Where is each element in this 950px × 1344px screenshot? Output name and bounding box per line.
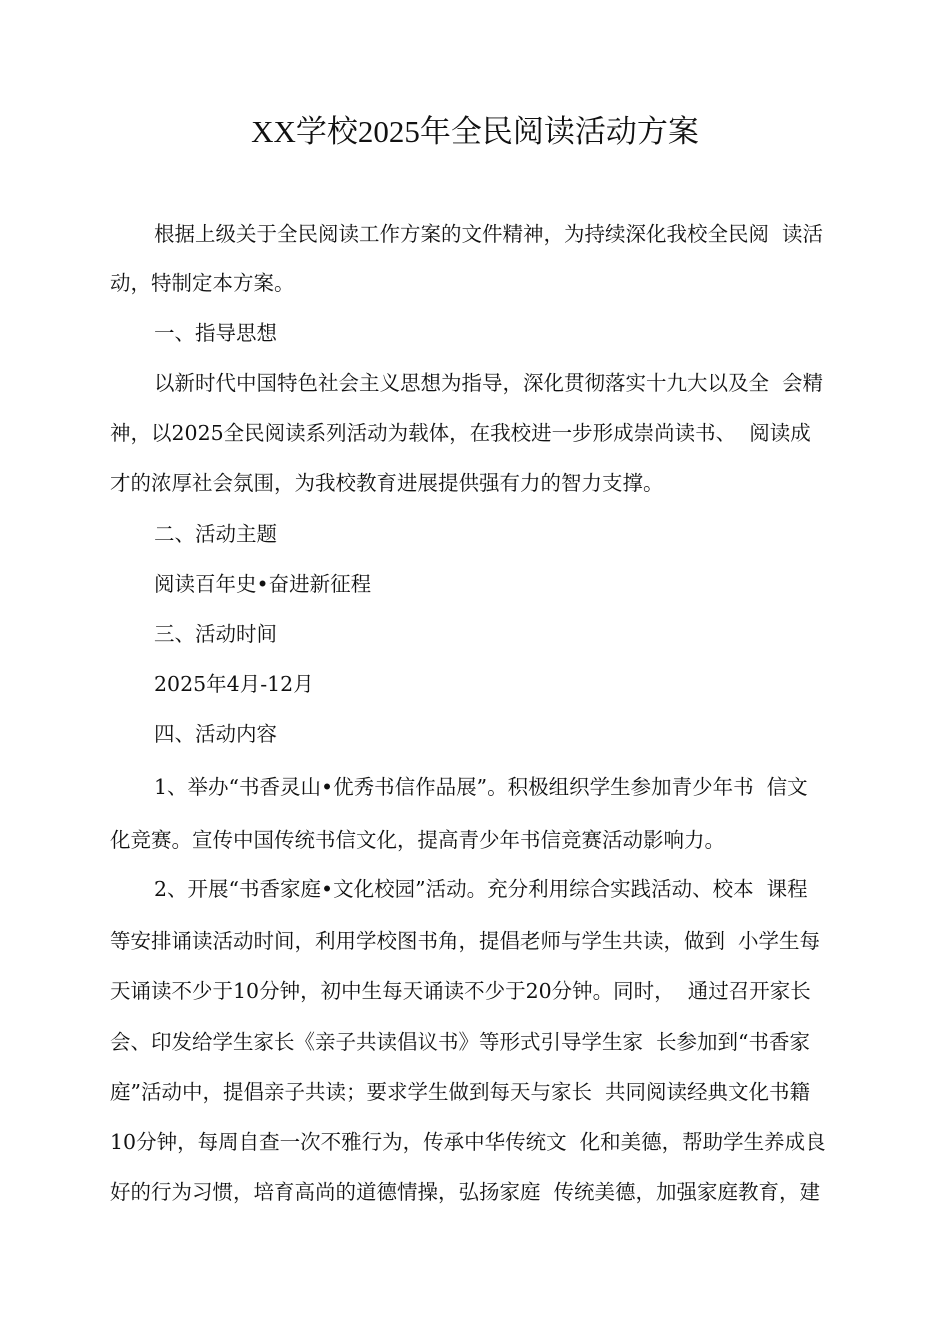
body-line: 动，特制定本方案。 <box>110 271 295 295</box>
body-line: 阅读百年史•奋进新征程 <box>154 572 372 596</box>
body-line: 化竞赛。宣传中国传统书信文化，提高青少年书信竞赛活动影响力。 <box>110 828 725 852</box>
section-heading: 四、活动内容 <box>154 722 277 746</box>
body-line: 等安排诵读活动时间，利用学校图书角，提倡老师与学生共读，做到 小学生每 <box>110 929 821 953</box>
body-line: 以新时代中国特色社会主义思想为指导，深化贯彻落实十九大以及全 会精 <box>154 371 824 395</box>
body-line: 会、印发给学生家长《亲子共读倡议书》等形式引导学生家 长参加到“书香家 <box>110 1030 811 1054</box>
body-line: 2025年4月-12月 <box>154 672 314 696</box>
body-line: 2、开展“书香家庭•文化校园”活动。充分利用综合实践活动、校本 课程 <box>154 877 808 901</box>
body-line: 天诵读不少于10分钟，初中生每天诵读不少于20分钟。同时， 通过召开家长 <box>110 979 811 1003</box>
document-title: XX学校2025年全民阅读活动方案 <box>251 114 699 149</box>
body-line: 庭”活动中，提倡亲子共读；要求学生做到每天与家长 共同阅读经典文化书籍 <box>110 1080 811 1104</box>
body-line: 神，以2025全民阅读系列活动为载体，在我校进一步形成崇尚读书、 阅读成 <box>110 421 811 445</box>
section-heading: 二、活动主题 <box>154 522 277 546</box>
body-line: 10分钟，每周自查一次不雅行为，传承中华传统文 化和美德，帮助学生养成良 <box>110 1130 826 1154</box>
body-line: 根据上级关于全民阅读工作方案的文件精神，为持续深化我校全民阅 读活 <box>154 222 824 246</box>
body-line: 1、举办“书香灵山•优秀书信作品展”。积极组织学生参加青少年书 信文 <box>154 775 808 799</box>
body-line: 好的行为习惯，培育高尚的道德情操，弘扬家庭 传统美德，加强家庭教育，建 <box>110 1180 821 1204</box>
section-heading: 一、指导思想 <box>154 321 277 345</box>
body-line: 才的浓厚社会氛围，为我校教育进展提供强有力的智力支撑。 <box>110 471 664 495</box>
section-heading: 三、活动时间 <box>154 622 277 646</box>
